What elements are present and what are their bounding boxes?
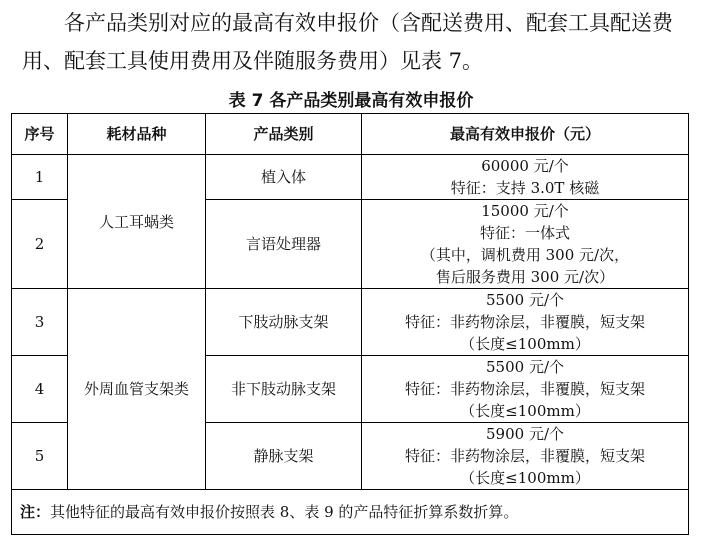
- row-no: 1: [12, 155, 68, 200]
- intro-paragraph: [22, 4, 682, 80]
- table-note-row: [12, 490, 689, 535]
- price-table: [11, 113, 689, 535]
- price-cell: [362, 155, 689, 200]
- category-cell: 言语处理器: [206, 200, 362, 289]
- price-line: 5900 元/个: [486, 425, 564, 443]
- feature-line: 特征：支持 3.0T 核磁: [450, 179, 600, 197]
- header-consumable: 耗材品种: [68, 114, 206, 155]
- detail-line: （其中，调机费用 300 元/次，: [420, 246, 630, 264]
- note-label: 注：: [20, 503, 51, 521]
- note-cell: [12, 490, 689, 535]
- row-no: 2: [12, 200, 68, 289]
- category-cell: 静脉支架: [206, 423, 362, 490]
- price-line: 5500 元/个: [486, 358, 564, 376]
- detail-line: （长度≤100mm）: [460, 469, 590, 487]
- row-no: 3: [12, 289, 68, 356]
- detail-line: （长度≤100mm）: [460, 402, 590, 420]
- category-cell: 植入体: [206, 155, 362, 200]
- feature-line: 特征：一体式: [479, 224, 570, 242]
- row-no: 4: [12, 356, 68, 423]
- price-cell: [362, 356, 689, 423]
- table-caption: 表 7 各产品类别最高有效申报价: [228, 91, 474, 111]
- price-cell: [362, 289, 689, 356]
- table-row: [12, 289, 689, 356]
- table-header-row: [12, 114, 689, 155]
- price-line: 15000 元/个: [481, 202, 569, 220]
- intro-text: 各产品类别对应的最高有效申报价（含配送费用、配套工具配送费用、配套工具使用费用及伴随服务费用）见表 7。: [22, 11, 673, 73]
- category-cell: 非下肢动脉支架: [206, 356, 362, 423]
- header-category: 产品类别: [206, 114, 362, 155]
- feature-line: 特征：非药物涂层，非覆膜，短支架: [404, 380, 645, 398]
- price-cell: [362, 200, 689, 289]
- group-cell: 外周血管支架类: [68, 289, 206, 490]
- detail-line: （长度≤100mm）: [460, 335, 590, 353]
- price-cell: [362, 423, 689, 490]
- price-line: 60000 元/个: [481, 157, 569, 175]
- feature-line: 特征：非药物涂层，非覆膜，短支架: [404, 313, 645, 331]
- note-text: 其他特征的最高有效申报价按照表 8、表 9 的产品特征折算系数折算。: [50, 503, 519, 521]
- feature-line: 特征：非药物涂层，非覆膜，短支架: [404, 447, 645, 465]
- header-no: 序号: [12, 114, 68, 155]
- table-row: [12, 155, 689, 200]
- category-cell: 下肢动脉支架: [206, 289, 362, 356]
- header-price: 最高有效申报价（元）: [362, 114, 689, 155]
- price-line: 5500 元/个: [486, 291, 564, 309]
- group-cell: 人工耳蜗类: [68, 155, 206, 289]
- detail-line: 售后服务费用 300 元/次）: [435, 268, 615, 286]
- row-no: 5: [12, 423, 68, 490]
